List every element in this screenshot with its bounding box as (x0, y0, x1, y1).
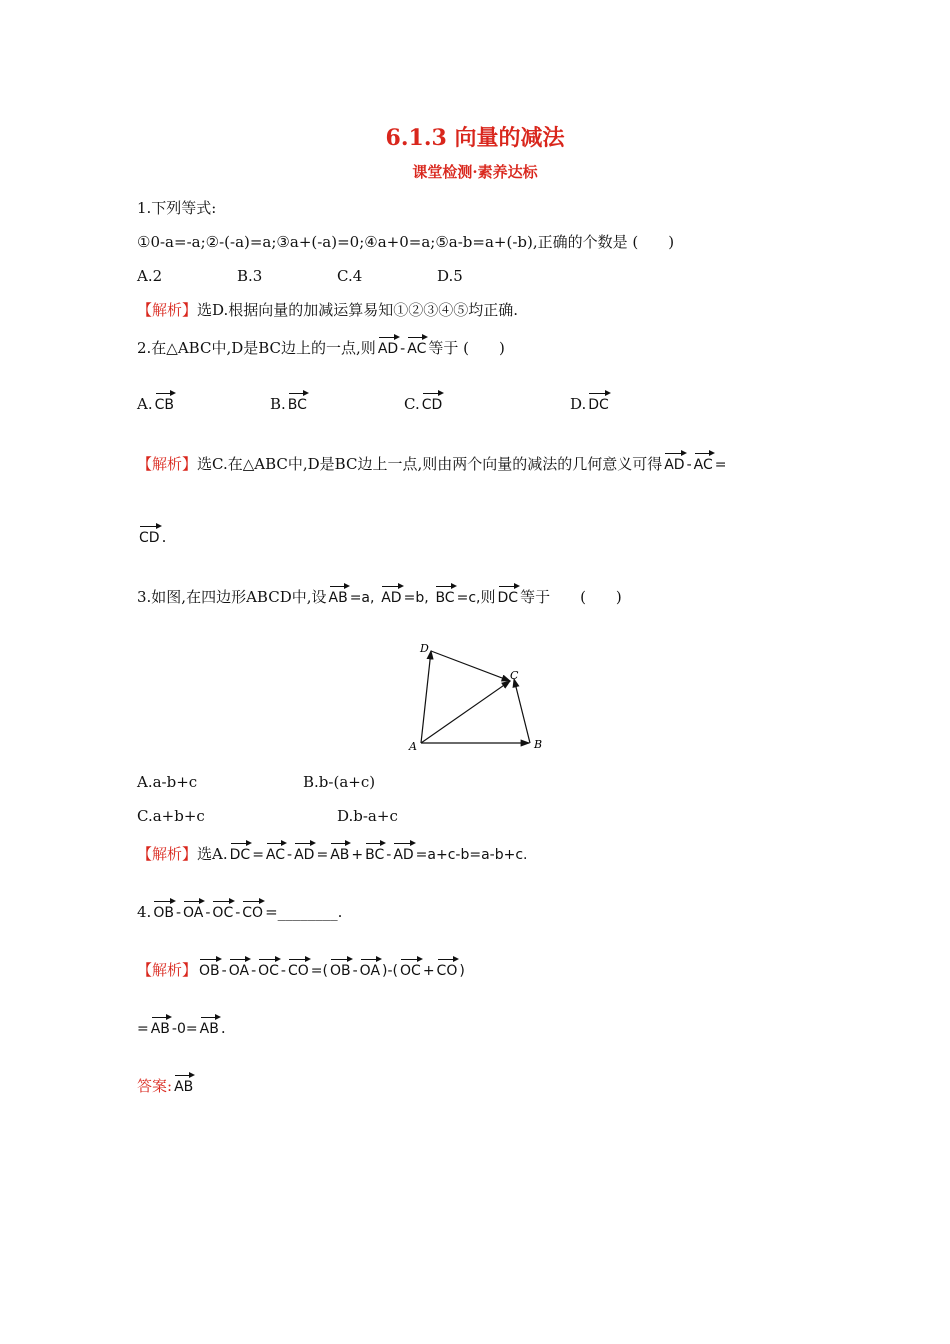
vector-co: CO (242, 900, 263, 920)
vector-dc: DC (498, 585, 519, 605)
vector-dc: DC (588, 392, 609, 412)
q2-option-c-letter: C. (404, 395, 420, 413)
vector-ac: AC (694, 452, 713, 472)
vector-ab: AB (151, 1016, 170, 1036)
vector-cd: CD (139, 525, 160, 545)
q3-stem-prefix: 3.如图,在四边形ABCD中,设 (137, 588, 327, 606)
vector-bc: BC (435, 585, 454, 605)
q1-analysis (137, 300, 518, 320)
vector-ad: AD (378, 336, 398, 356)
vector-ad: AD (393, 842, 413, 862)
q4-stem: 4. OB - OA - OC - CO =________. (137, 900, 342, 923)
vector-co: CO (288, 958, 309, 978)
q3-stem: 3.如图,在四边形ABCD中,设 AB =a, AD =b, BC =c,则 DC 等于 ( ) (137, 585, 622, 608)
analysis-label: 【解析】 (137, 845, 198, 863)
vector-bc: BC (365, 842, 384, 862)
vector-ab: AB (329, 585, 348, 605)
q1-analysis-text: 选D.根据向量的加减运算易知①②③④⑤均正确. (197, 301, 519, 319)
q4-answer (137, 1074, 195, 1096)
vector-ab: AB (200, 1016, 219, 1036)
q4-analysis-line2: = AB -0= AB . (137, 1016, 226, 1039)
vector-ab: AB (330, 842, 349, 862)
q2-analysis: 【解析】选C.在△ABC中,D是BC边上一点,则由两个向量的减法的几何意义可得 AD - AC = (137, 452, 726, 475)
q4-analysis: 【解析】 OB - OA - OC - CO =( OB - OA )-( OC + CO ) (137, 958, 465, 981)
vector-ad: AD (381, 585, 401, 605)
q3-analysis-tail: =a+c-b=a-b+c. (415, 847, 528, 863)
point-b-label: B (534, 738, 543, 751)
q2-option-a-letter: A. (137, 395, 153, 413)
vector-oa: OA (183, 900, 203, 920)
q3-option-d: D.b-a+c (337, 807, 398, 825)
q3-option-b: B.b-(a+c) (303, 773, 376, 791)
edge-ad (421, 651, 431, 743)
q3-option-c: C.a+b+c (137, 807, 205, 825)
vector-oc: OC (212, 900, 233, 920)
q2-analysis-text: 选C.在△ABC中,D是BC边上一点,则由两个向量的减法的几何意义可得 (197, 455, 663, 473)
vector-cd: CD (422, 392, 443, 412)
q2-option-c (404, 392, 444, 414)
q4-blank: =________. (265, 903, 343, 921)
vector-ac: AC (266, 842, 285, 862)
q3-stem-suffix: 等于 ( ) (520, 588, 622, 606)
answer-label: 答案: (137, 1077, 173, 1095)
q1-option-d: D.5 (437, 267, 463, 285)
quadrilateral-figure (400, 635, 560, 755)
vector-ob: OB (199, 958, 220, 978)
q1-option-c: C.4 (337, 267, 363, 285)
vector-ab: AB (174, 1074, 193, 1094)
vector-oa: OA (360, 958, 380, 978)
vector-cb: CB (155, 392, 174, 412)
q2-option-d-letter: D. (570, 395, 587, 413)
q3-analysis-prefix: 选A. (197, 845, 228, 863)
analysis-label: 【解析】 (137, 961, 198, 979)
edge-ac (421, 681, 510, 743)
analysis-label: 【解析】 (137, 301, 198, 319)
vector-dc: DC (230, 842, 251, 862)
q3-analysis: 【解析】选A. DC = AC - AD = AB + BC - AD =a+c-b=a-b+c. (137, 842, 527, 865)
vector-oc: OC (400, 958, 421, 978)
q1-option-b: B.3 (237, 267, 263, 285)
point-c-label: C (510, 669, 519, 682)
vector-oa: OA (229, 958, 249, 978)
page-title: 6.1.3 向量的减法 (385, 125, 565, 151)
q4-stem-prefix: 4. (137, 903, 152, 921)
edge-bc (514, 679, 530, 743)
q2-option-b-letter: B. (270, 395, 286, 413)
vector-ob: OB (330, 958, 351, 978)
edge-dc (431, 651, 510, 681)
q2-option-b (270, 392, 309, 414)
q1-option-a: A.2 (137, 267, 163, 285)
vector-oc: OC (258, 958, 279, 978)
vector-co: CO (437, 958, 458, 978)
vector-ob: OB (153, 900, 174, 920)
q2-stem-prefix: 2.在△ABC中,D是BC边上的一点,则 (137, 339, 376, 357)
q2-stem: 2.在△ABC中,D是BC边上的一点,则 AD - AC 等于 ( ) (137, 336, 505, 359)
q1-stem: 1.下列等式: (137, 199, 217, 217)
q2-result: CD . (137, 525, 166, 547)
q2-option-d (570, 392, 611, 414)
vector-bc: BC (288, 392, 307, 412)
point-d-label: D (420, 642, 429, 655)
q2-option-a (137, 392, 176, 414)
q1-line: ①0-a=-a;②-(-a)=a;③a+(-a)=0;④a+0=a;⑤a-b=a+(-b),正确的个数是 ( ) (137, 233, 675, 251)
vector-ad: AD (664, 452, 684, 472)
vector-ad: AD (294, 842, 314, 862)
vector-ac: AC (407, 336, 426, 356)
q2-stem-suffix: 等于 ( ) (428, 339, 505, 357)
q3-option-a: A.a-b+c (137, 773, 198, 791)
point-a-label: A (409, 740, 417, 753)
analysis-label: 【解析】 (137, 455, 198, 473)
page-subtitle: 课堂检测·素养达标 (412, 163, 538, 181)
